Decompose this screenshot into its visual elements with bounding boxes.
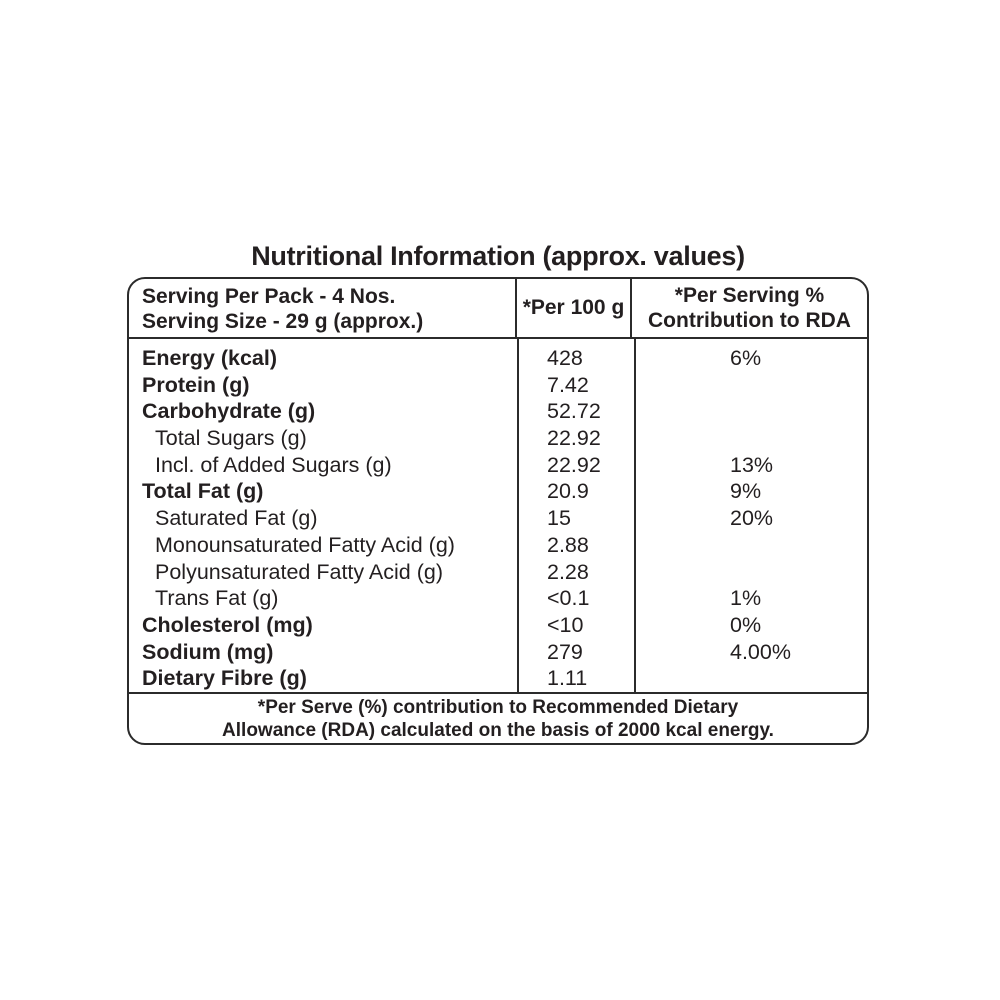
serving-per-pack-text: Serving Per Pack - 4 Nos. xyxy=(142,285,396,308)
rda-percent-value: 0% xyxy=(730,612,762,637)
footnote-line2: Allowance (RDA) calculated on the basis of 2000 kcal energy. xyxy=(222,720,774,742)
rda-percent-value xyxy=(632,532,867,559)
nutrient-label: Monounsaturated Fatty Acid (g) xyxy=(155,532,455,557)
table-row xyxy=(129,452,867,479)
rda-percent-value: 20% xyxy=(730,506,774,531)
table-row xyxy=(129,478,867,505)
rda-percent-value xyxy=(632,665,867,692)
nutrient-label: Polyunsaturated Fatty Acid (g) xyxy=(155,559,444,584)
per-100g-value: 52.72 xyxy=(547,399,601,424)
table-row xyxy=(129,505,867,532)
rda-percent-value: 13% xyxy=(730,452,774,477)
nutrient-label: Protein (g) xyxy=(142,372,250,397)
per-100g-value: 15 xyxy=(547,506,571,531)
rda-percent-value xyxy=(632,372,867,399)
column-divider-1 xyxy=(517,339,519,692)
nutrient-label: Incl. of Added Sugars (g) xyxy=(155,452,392,477)
per-100g-value: 279 xyxy=(547,639,583,664)
per-100g-value: 22.92 xyxy=(547,426,601,451)
per-100g-value: 7.42 xyxy=(547,372,589,397)
per-100g-value: <0.1 xyxy=(547,586,590,611)
serving-size-text: Serving Size - 29 g (approx.) xyxy=(142,310,424,333)
nutrient-label: Total Fat (g) xyxy=(142,479,264,504)
table-row xyxy=(129,612,867,639)
rda-percent-value xyxy=(632,559,867,586)
per-100g-value: 2.88 xyxy=(547,532,589,557)
table-row xyxy=(129,398,867,425)
per-100g-value: 2.28 xyxy=(547,559,589,584)
table-body xyxy=(129,339,867,692)
nutrient-label: Sodium (mg) xyxy=(142,639,274,664)
rda-percent-value: 4.00% xyxy=(730,639,791,664)
table-row xyxy=(129,585,867,612)
table-footnote xyxy=(129,692,867,745)
nutrient-label: Carbohydrate (g) xyxy=(142,399,316,424)
rda-percent-value: 6% xyxy=(730,346,762,370)
table-header xyxy=(129,279,867,339)
rda-percent-value xyxy=(632,398,867,425)
nutrition-table xyxy=(127,277,869,745)
header-per-serving-rda xyxy=(632,279,867,337)
table-row xyxy=(129,425,867,452)
header-serving-info xyxy=(129,279,517,337)
table-row xyxy=(129,639,867,666)
nutrient-label: Saturated Fat (g) xyxy=(155,506,318,531)
nutrient-label: Dietary Fibre (g) xyxy=(142,666,307,691)
per-100g-value: 1.11 xyxy=(547,666,588,691)
table-row xyxy=(129,372,867,399)
header-per-serving-line2: Contribution to RDA xyxy=(648,309,851,332)
header-per-serving-line1: *Per Serving % xyxy=(674,284,825,307)
page-title: Nutritional Information (approx. values) xyxy=(251,241,745,271)
rda-percent-value: 1% xyxy=(730,586,762,611)
per-100g-value: <10 xyxy=(547,612,584,637)
table-row xyxy=(129,665,867,692)
nutrient-label: Trans Fat (g) xyxy=(155,586,279,611)
table-row xyxy=(129,532,867,559)
rda-percent-value: 9% xyxy=(730,479,762,504)
footnote-line1: *Per Serve (%) contribution to Recommended Dietary xyxy=(257,697,739,719)
table-body-wrap xyxy=(129,339,867,692)
table-row xyxy=(129,559,867,586)
rda-percent-value xyxy=(632,425,867,452)
column-divider-2 xyxy=(634,339,636,692)
nutrient-label: Total Sugars (g) xyxy=(155,426,307,451)
nutrient-label: Energy (kcal) xyxy=(142,346,278,370)
per-100g-value: 20.9 xyxy=(547,479,589,504)
header-per-100g: *Per 100 g xyxy=(517,279,632,337)
nutrient-label: Cholesterol (mg) xyxy=(142,612,313,637)
per-100g-value: 22.92 xyxy=(547,452,601,477)
table-row xyxy=(129,345,867,372)
per-100g-value: 428 xyxy=(547,346,583,370)
